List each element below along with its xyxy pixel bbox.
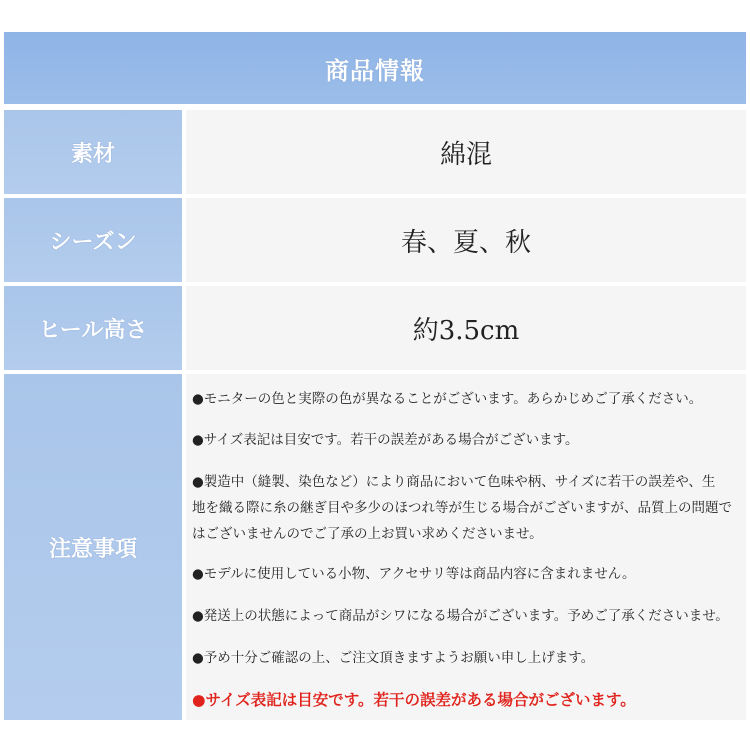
row-label-heel-height: ヒール高さ — [4, 286, 182, 370]
note-manufacturing-line-3: はございませんのでご了承の上お買い求めくださいませ。 — [192, 526, 543, 542]
table-row-heel-height — [4, 286, 746, 370]
table-row-notes — [4, 374, 746, 720]
note-confirm: ●予め十分ご確認の上、ご注文頂きますようお願い申し上げます。 — [192, 650, 595, 666]
note-color-difference: ●モニターの色と実際の色が異なることがございます。あらかじめご了承ください。 — [192, 391, 703, 407]
row-label-notes: 注意事項 — [4, 374, 182, 720]
note-accessories: ●モデルに使用している小物、アクセサリ等は商品内容に含まれません。 — [192, 566, 636, 582]
row-value-season: 春、夏、秋 — [186, 198, 746, 282]
note-manufacturing — [192, 469, 742, 547]
table-title: 商品情報 — [325, 55, 425, 85]
note-warning: ●サイズ表記は目安です。若干の誤差がある場合がございます。 — [192, 690, 636, 709]
row-label-material: 素材 — [4, 110, 182, 194]
product-info-table — [4, 32, 746, 720]
note-manufacturing-line-2: 地を織る際に糸の継ぎ目や多少のほつれ等が生じる場合がございますが、品質上の問題で — [192, 500, 732, 516]
note-size-guide: ●サイズ表記は目安です。若干の誤差がある場合がございます。 — [192, 432, 579, 448]
row-value-heel-height: 約3.5cm — [186, 286, 746, 370]
note-wrinkles: ●発送上の状態によって商品がシワになる場合がございます。予めご了承くださいませ。 — [192, 608, 729, 624]
notes-content — [186, 374, 746, 720]
note-manufacturing-line-1: ●製造中（縫製、染色など）により商品において色味や柄、サイズに若干の誤差や、生 — [192, 474, 716, 490]
row-value-material: 綿混 — [186, 110, 746, 194]
table-row-season — [4, 198, 746, 282]
row-label-season: シーズン — [4, 198, 182, 282]
table-header — [4, 32, 746, 104]
table-row-material — [4, 110, 746, 194]
